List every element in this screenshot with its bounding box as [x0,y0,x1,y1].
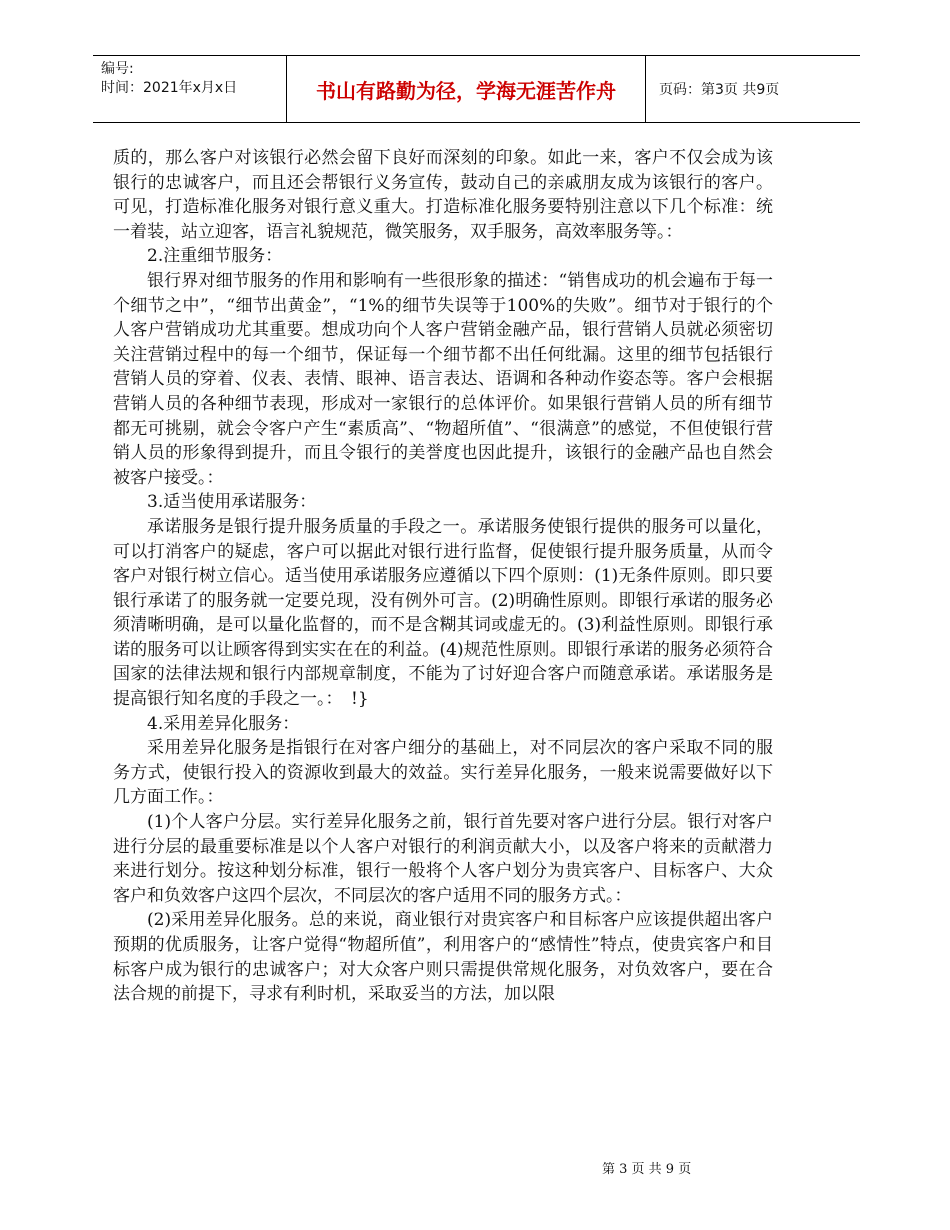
page-header [93,55,860,123]
document-time-label: 时间：2021年x月x日 [101,80,238,96]
header-meta [101,60,237,98]
paragraph: 承诺服务是银行提升服务质量的手段之一。承诺服务使银行提供的服务可以量化，可以打消客户的疑虑，客户可以据此对银行进行监督，促使银行提升服务质量，从而令客户对银行树立信心。适当使用承诺服务应遵循以下四个原则：(1)无条件原则。即只要银行承诺了的服务就一定要兑现，没有例外可言。(2)明确性原则。即银行承诺的服务必须清晰明确，是可以量化监督的，而不是含糊其词或虚无的。(3)利益性原则。即银行承诺的服务可以让顾客得到实实在在的利益。(4)规范性原则。即银行承诺的服务必须符合国家的法律法规和银行内部规章制度，不能为了讨好迎合客户而随意承诺。承诺服务是提高银行知名度的手段之一。： !} [113,516,773,710]
paragraph: 质的，那么客户对该银行必然会留下良好而深刻的印象。如此一来，客户不仅会成为该银行的忠诚客户，而且还会帮银行义务宣传，鼓动自己的亲戚朋友成为该银行的客户。可见，打造标准化服务对银行意义重大。打造标准化服务要特别注意以下几个标准：统一着装，站立迎客，语言礼貌规范，微笑服务，双手服务，高效率服务等。： [113,148,773,242]
header-motto [286,56,646,122]
footer-page-number: 第 3 页 共 9 页 [602,1162,692,1177]
section-heading: 3.适当使用承诺服务： [147,492,317,513]
paragraph: 采用差异化服务是指银行在对客户细分的基础上，对不同层次的客户采取不同的服务方式，使银行投入的资源收到最大的效益。实行差异化服务，一般来说需要做好以下几方面工作。： [113,738,773,808]
paragraph: (2)采用差异化服务。总的来说，商业银行对贵宾客户和目标客户应该提供超出客户预期的优质服务，让客户觉得“物超所值”，利用客户的“感情性”特点，使贵宾客户和目标客户成为银行的忠诚客户；对大众客户则只需提供常规化服务，对负效客户，要在合法合规的前提下，寻求有利时机，采取妥当的方法，加以限 [113,910,773,1005]
document-number-label: 编号: [101,61,134,77]
header-page-info [659,56,779,122]
motto-text: 书山有路勤为径，学海无涯苦作舟 [316,78,616,103]
section-heading: 2.注重细节服务： [147,246,283,267]
document-body [113,146,773,1007]
paragraph: 银行界对细节服务的作用和影响有一些很形象的描述：“销售成功的机会遍布于每一个细节之中”，“细节出黄金”，“1%的细节失误等于100%的失败”。细节对于银行的个人客户营销成功尤其重要。想成功向个人客户营销金融产品，银行营销人员就必须密切关注营销过程中的每一个细节，保证每一个细节都不出任何纰漏。这里的细节包括银行营销人员的穿着、仪表、表情、眼神、语言表达、语调和各种动作姿态等。客户会根据营销人员的各种细节表现，形成对一家银行的总体评价。如果银行营销人员的所有细节都无可挑剔，就会令客户产生“素质高”、“物超所值”、“很满意”的感觉，不但使银行营销人员的形象得到提升，而且令银行的美誉度也因此提升，该银行的金融产品也自然会被客户接受。： [113,270,773,488]
page-footer [602,1158,691,1177]
page-info-text: 页码：第3页 共9页 [659,82,780,98]
section-heading: 4.采用差异化服务： [147,713,300,734]
paragraph: (1)个人客户分层。实行差异化服务之前，银行首先要对客户进行分层。银行对客户进行分层的最重要标准是以个人客户对银行的利润贡献大小，以及客户将来的贡献潜力来进行划分。按这种划分标准，银行一般将个人客户划分为贵宾客户、目标客户、大众客户和负效客户这四个层次，不同层次的客户适用不同的服务方式。： [113,812,773,906]
